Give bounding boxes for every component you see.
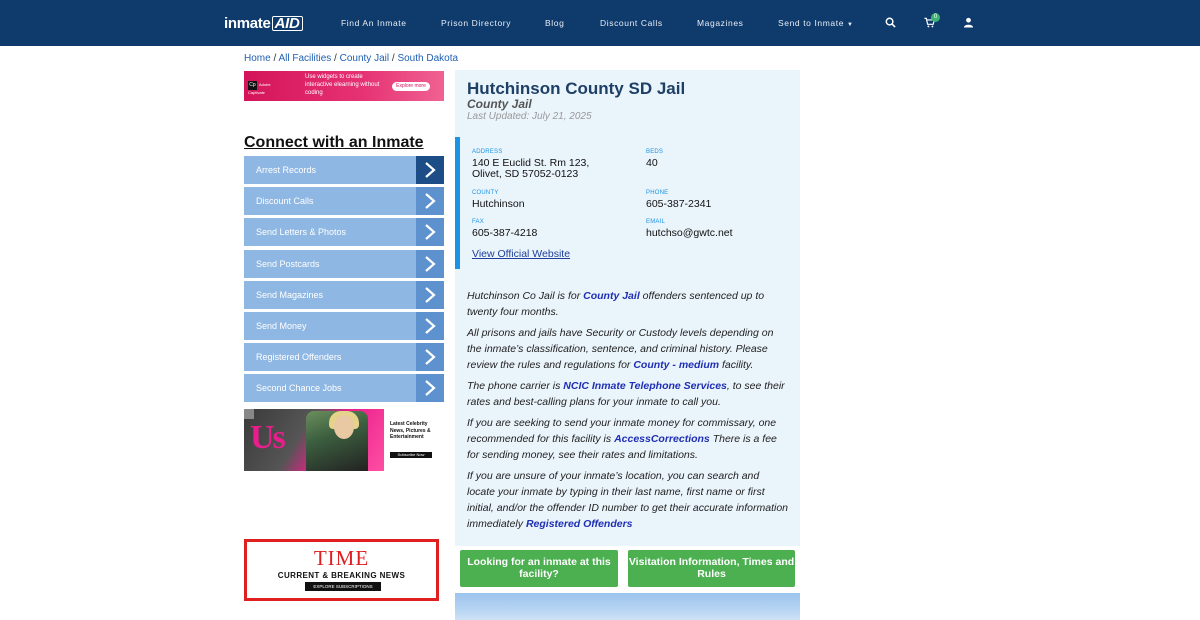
sidebar-item-send-money[interactable] — [244, 312, 444, 340]
nav-blog[interactable]: Blog — [545, 18, 565, 28]
adobe-ad-text: Use widgets to create interactive elearning without coding — [305, 74, 380, 96]
county-value: Hutchinson — [472, 198, 525, 210]
sidebar-item-label: Send Magazines — [256, 289, 324, 300]
phone-carrier-link[interactable]: NCIC Inmate Telephone Services — [563, 380, 727, 392]
facility-image — [455, 593, 800, 620]
sidebar-item-label: Send Letters & Photos — [256, 227, 347, 238]
sidebar-item-second-chance-jobs[interactable] — [244, 374, 444, 402]
chevron-right-icon — [416, 281, 444, 309]
logo-aid-badge: AID — [272, 16, 303, 31]
description-paragraph — [467, 378, 789, 410]
security-level-link[interactable]: County - medium — [633, 359, 720, 371]
adobe-ad-brand: Adobe Captivate — [248, 82, 271, 95]
captivate-icon: Cp — [249, 82, 256, 88]
facility-title: Hutchinson County SD Jail — [467, 79, 686, 98]
description-text: If you are seeking to send your inmate money for commissary, one recommended for this facility is — [467, 417, 777, 445]
county-label: COUNTY — [472, 190, 499, 196]
sidebar-item-discount-calls[interactable] — [244, 187, 444, 215]
chevron-right-icon — [416, 250, 444, 278]
access-corrections-link[interactable]: AccessCorrections — [614, 433, 710, 445]
description-text: If you are unsure of your inmate’s location, you can search and locate your inmate by typing in their last name, first name or first initial, and/or the offender ID number to get their accurate information immediately — [467, 470, 789, 530]
sidebar-item-send-letters-photos[interactable] — [244, 218, 444, 246]
nav-magazines[interactable]: Magazines — [697, 18, 744, 28]
adobe-ad-banner[interactable] — [244, 71, 444, 101]
sidebar-item-send-postcards[interactable] — [244, 250, 444, 278]
sidebar-item-label: Discount Calls — [256, 196, 314, 207]
chevron-right-icon — [416, 343, 444, 371]
us-ad-photo-face — [334, 415, 354, 439]
sidebar-item-label: Send Postcards — [256, 258, 320, 269]
top-navbar — [0, 0, 1200, 46]
ad-choices-icon[interactable] — [244, 409, 254, 419]
us-ad-text: Latest Celebrity News, Pictures & Entertainment — [390, 421, 431, 440]
address-line2: Olivet, SD 57052-0123 — [472, 168, 579, 180]
description-paragraph — [467, 325, 789, 373]
description-text: All prisons and jails have Security or Custody levels depending on the inmate’s classification, sentence, and criminal history. Please review the rules and regulations for — [467, 327, 774, 371]
email-label: EMAIL — [646, 219, 666, 225]
connect-menu — [244, 156, 444, 406]
chevron-right-icon — [416, 374, 444, 402]
sidebar-item-label: Second Chance Jobs — [256, 383, 342, 394]
facility-description — [467, 288, 789, 537]
sidebar-item-label: Send Money — [256, 320, 307, 331]
nav-send-to-inmate-label: Send to Inmate — [778, 18, 845, 28]
beds-label: BEDS — [646, 149, 664, 155]
facility-type: County Jail — [467, 97, 532, 111]
description-text: , to see their rates and best-calling plans for your inmate to call you. — [467, 380, 785, 408]
chevron-right-icon — [416, 156, 444, 184]
find-inmate-button[interactable]: Looking for an inmate at this facility? — [460, 550, 618, 587]
facility-updated: Last Updated: July 21, 2025 — [467, 111, 592, 122]
site-logo[interactable] — [224, 14, 303, 32]
time-ad-logo: TIME — [313, 546, 370, 570]
fax-label: FAX — [472, 219, 484, 225]
nav-send-to-inmate[interactable] — [778, 18, 854, 28]
chevron-right-icon — [416, 312, 444, 340]
nav-find-inmate[interactable]: Find An Inmate — [341, 18, 407, 28]
sidebar-item-arrest-records[interactable] — [244, 156, 444, 184]
logo-text: inmate — [224, 14, 271, 32]
breadcrumb-county-jail[interactable]: County Jail — [339, 53, 390, 64]
phone-label: PHONE — [646, 190, 669, 196]
fax-value: 605-387-4218 — [472, 227, 538, 239]
time-ad-subtitle: CURRENT & BREAKING NEWS — [277, 571, 406, 580]
phone-value: 605-387-2341 — [646, 198, 712, 210]
breadcrumb-all-facilities[interactable]: All Facilities — [278, 53, 332, 64]
beds-value: 40 — [646, 157, 658, 169]
email-value: hutchso@gwtc.net — [646, 227, 733, 239]
breadcrumb-home[interactable]: Home — [244, 53, 271, 64]
visitation-button[interactable]: Visitation Information, Times and Rules — [628, 550, 795, 587]
connect-title: Connect with an Inmate — [244, 134, 424, 151]
description-text: Hutchinson Co Jail is for — [467, 290, 584, 302]
us-ad-subscribe-button[interactable]: Subscribe Now — [390, 452, 432, 458]
chevron-right-icon — [416, 218, 444, 246]
chevron-right-icon — [416, 187, 444, 215]
caret-down-icon: ▼ — [847, 22, 854, 28]
address-label: ADDRESS — [472, 149, 503, 155]
breadcrumb-south-dakota[interactable]: South Dakota — [397, 53, 459, 64]
address-line1: 140 E Euclid St. Rm 123, — [472, 157, 590, 169]
nav-discount-calls[interactable]: Discount Calls — [600, 18, 663, 28]
description-paragraph — [467, 415, 789, 463]
adobe-ad-logo — [248, 81, 284, 95]
registered-offenders-link[interactable]: Registered Offenders — [525, 518, 633, 530]
time-ad-button[interactable]: EXPLORE SUBSCRIPTIONS — [305, 582, 381, 591]
description-text: facility. — [719, 359, 754, 371]
county-jail-link[interactable]: County Jail — [583, 290, 640, 302]
description-text: offenders sentenced up to twenty four months. — [467, 290, 765, 318]
official-website-link[interactable]: View Official Website — [472, 248, 571, 260]
time-ad[interactable] — [244, 539, 439, 601]
description-text: The phone carrier is — [467, 380, 564, 392]
user-icon[interactable] — [963, 15, 977, 29]
sidebar-item-label: Arrest Records — [256, 165, 317, 175]
nav-prison-directory[interactable]: Prison Directory — [441, 18, 512, 28]
adobe-ad-button[interactable]: Explore more — [392, 82, 430, 91]
description-paragraph — [467, 468, 789, 532]
cart-count-badge: 0 — [931, 13, 940, 22]
sidebar-item-label: Registered Offenders — [256, 352, 342, 363]
search-icon[interactable] — [885, 15, 899, 29]
us-weekly-ad[interactable] — [244, 409, 444, 471]
description-paragraph — [467, 288, 789, 320]
description-text: There is a fee for sending money, see their rates and limitations. — [467, 433, 777, 461]
us-ad-logo: Us — [250, 419, 284, 456]
breadcrumb: Home / All Facilities / County Jail / South Dakota — [244, 53, 459, 64]
sidebar-item-send-magazines[interactable] — [244, 281, 444, 309]
sidebar-item-registered-offenders[interactable] — [244, 343, 444, 371]
